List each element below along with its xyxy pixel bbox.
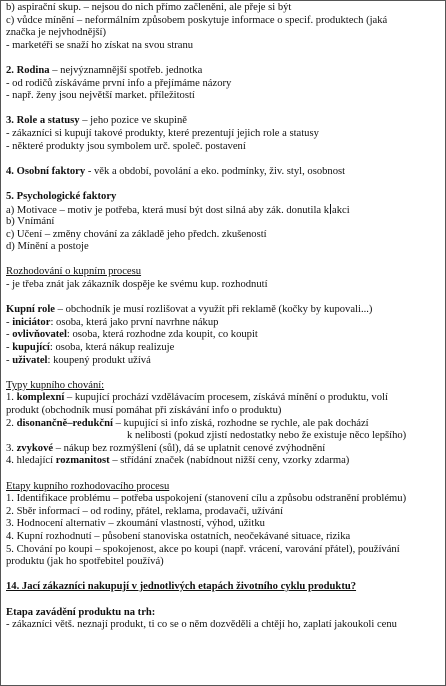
bold-text: 4. Osobní faktory: [6, 165, 86, 177]
bold-text: 2. Rodina: [6, 64, 50, 76]
text-run: : osoba, která nákup realizuje: [49, 342, 175, 354]
text-line: [6, 506, 442, 519]
bold-text: 14. Jací zákazníci nakupují v jednotlivých etapách životního cyklu produktu?: [6, 581, 357, 593]
text-line: [6, 405, 442, 418]
text-cursor: [330, 204, 331, 214]
text-line: [6, 27, 442, 40]
text-line: [6, 607, 442, 620]
text-run: - je třeba znát jak zákazník dospěje ke svému kup. rozhodnutí: [6, 279, 268, 291]
text-line: [6, 581, 442, 594]
text-run: 2.: [6, 417, 17, 429]
text-line: [6, 65, 442, 78]
text-run: – jeho pozice ve skupině: [79, 115, 187, 127]
bold-text: zvykové: [16, 442, 54, 454]
text-run: : koupený produkt užívá: [47, 354, 151, 366]
bold-text: 3. Role a statusy: [6, 115, 80, 127]
blank-line: [6, 292, 442, 305]
bold-text: iniciátor: [12, 316, 51, 328]
text-line: [6, 493, 442, 506]
text-line: [6, 90, 442, 103]
bold-text: Etapa zavádění produktu na trh:: [6, 606, 156, 618]
bold-text: kupující: [12, 342, 50, 354]
text-run: : osoba, která jako první navrhne nákup: [50, 316, 219, 328]
text-line: [6, 342, 442, 355]
text-run: - marketéři se snaží ho získat na svou stranu: [6, 39, 194, 51]
text-run: -: [6, 329, 13, 341]
text-run: k nelibosti (pokud zjistí nedostatky nebo že existuje něco lepšího): [127, 430, 407, 442]
text-line: [6, 266, 442, 279]
text-line: [6, 619, 442, 632]
blank-line: [6, 367, 442, 380]
underlined-text: Rozhodování o kupním procesu: [6, 266, 142, 278]
text-run: -: [6, 316, 13, 328]
text-line: [6, 380, 442, 393]
text-line: [6, 115, 442, 128]
text-run: - od rodičů získáváme první info a přejímáme názory: [6, 77, 232, 89]
underlined-text: Typy kupního chování:: [6, 379, 105, 391]
text-line: [6, 355, 442, 368]
text-line: [6, 430, 442, 443]
bold-text: uživatel: [12, 354, 48, 366]
text-run: -: [6, 342, 13, 354]
text-run: 1.: [6, 392, 17, 404]
text-run: – nejvýznamnější spotřeb. jednotka: [49, 64, 203, 76]
text-run: : osoba, která rozhodne zda koupit, co koupit: [66, 329, 258, 341]
blank-line: [6, 103, 442, 116]
text-run: c) Učení – změny chování za základě jeho předch. zkušeností: [6, 228, 267, 240]
text-line: [6, 216, 442, 229]
text-run: produktu (jak ho spotřebitel používá): [6, 556, 164, 568]
text-line: [6, 455, 442, 468]
text-line: [6, 229, 442, 242]
text-run: 5. Chování po koupi – spokojenost, akce po koupi (např. vrácení, varování přátel), používání: [6, 543, 400, 555]
text-run: - věk a období, povolání a eko. podmínky, živ. styl, osobnost: [85, 165, 346, 177]
text-line: [6, 279, 442, 292]
text-line: [6, 166, 442, 179]
text-run: – kupující si info získá, rozhodne se rychle, ale pak dochází: [112, 417, 369, 429]
bold-text: Kupní role: [6, 304, 55, 316]
text-line: [6, 518, 442, 531]
text-run: d) Mínění a postoje: [6, 241, 89, 253]
text-line: [6, 544, 442, 557]
text-line: [6, 141, 442, 154]
text-line: [6, 418, 442, 431]
blank-line: [6, 178, 442, 191]
text-line: [6, 191, 442, 204]
text-run: 3.: [6, 442, 17, 454]
text-run: – nákup bez rozmýšlení (sůl), dá se uplatnit cenové zvýhodnění: [53, 442, 326, 454]
text-run: - např. ženy jsou největší market. příležitostí: [6, 90, 195, 102]
text-run: - zákazníci větš. neznají produkt, ti co se o něm dozvěděli a chtějí ho, zaplatí jakoukoli cenu: [6, 619, 397, 631]
text-line: [6, 78, 442, 91]
text-run: 3. Hodnocení alternativ – zkoumání vlastností, výhod, užitku: [6, 518, 265, 530]
text-run: a) Motivace – motiv je potřeba, která musí být dost silná aby zák. donutila k: [6, 204, 330, 216]
text-line: [6, 204, 442, 217]
text-run: c) vůdce mínění – neformálním způsobem poskytuje informace o specif. produktech (jaká: [6, 14, 388, 26]
text-line: [6, 128, 442, 141]
text-line: [6, 392, 442, 405]
text-run: akci: [332, 204, 350, 216]
text-run: b) Vnímání: [6, 216, 55, 228]
text-line: [6, 304, 442, 317]
blank-line: [6, 254, 442, 267]
document-body: [6, 2, 442, 632]
bold-text: komplexní: [16, 392, 65, 404]
text-line: [6, 317, 442, 330]
text-run: 1. Identifikace problému – potřeba uspokojení (stanovení cílu a způsobu odstranění problému): [6, 493, 407, 505]
bold-text: 5. Psychologické faktory: [6, 190, 117, 202]
text-run: - některé produkty jsou symbolem urč. společ. postavení: [6, 140, 246, 152]
text-run: značka je nejvhodnější): [6, 27, 107, 39]
underlined-text: Etapy kupního rozhodovacího procesu: [6, 480, 170, 492]
bold-text: ovlivňovatel: [12, 329, 67, 341]
text-run: – kupující prochází vzdělávacím procesem, získává mínění o produktu, volí: [64, 392, 388, 404]
text-run: 2. Sběr informací – od rodiny, přátel, reklama, prodavači, užívání: [6, 505, 284, 517]
bold-text: rozmanitost: [55, 455, 110, 467]
text-run: produkt (obchodník musí pomáhat při získávání info o produktu): [6, 405, 282, 416]
text-line: [6, 556, 442, 569]
text-run: - zákazníci si kupují takové produkty, které prezentují jejich role a statusy: [6, 127, 319, 139]
text-line: [6, 40, 442, 53]
text-run: – obchodník je musí rozlišovat a využít při reklamě (kočky by kupovali...): [54, 304, 373, 316]
text-line: [6, 329, 442, 342]
text-line: [6, 15, 442, 28]
text-line: [6, 531, 442, 544]
text-run: 4. Kupní rozhodnutí – působení stanoviska ostatních, neočekávané situace, rizika: [6, 530, 351, 542]
text-run: 4. hledající: [6, 455, 56, 467]
text-run: b) aspirační skup. – nejsou do nich přímo začleněni, ale přeje si být: [6, 2, 292, 13]
text-line: [6, 241, 442, 254]
text-line: [6, 443, 442, 456]
blank-line: [6, 594, 442, 607]
text-run: -: [6, 354, 13, 366]
blank-line: [6, 52, 442, 65]
blank-line: [6, 153, 442, 166]
text-line: [6, 2, 442, 15]
blank-line: [6, 468, 442, 481]
bold-text: disonančně–redukční: [16, 417, 113, 429]
text-run: – střídání značek (nabídnout nižší ceny, vzorky zdarma): [109, 455, 350, 467]
text-line: [6, 481, 442, 494]
blank-line: [6, 569, 442, 582]
